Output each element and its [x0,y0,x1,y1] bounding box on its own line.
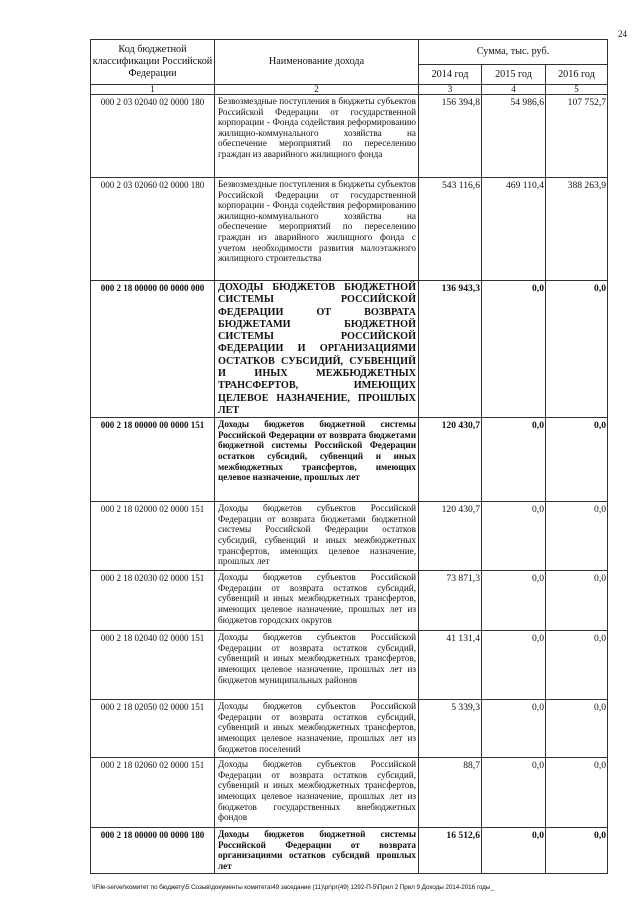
budget-table [90,39,608,874]
row-amount-2015: 0,0 [482,631,546,700]
row-amount-2015: 0,0 [482,418,546,502]
table-row [91,418,608,502]
row-amount-2014: 41 131,4 [419,631,482,700]
header-year-2014: 2014 год [419,65,482,85]
row-code: 000 2 18 00000 00 0000 000 [91,281,215,418]
table-row [91,281,608,418]
table-row [91,571,608,631]
header-sum: Сумма, тыс. руб. [419,40,608,65]
row-amount-2016: 0,0 [546,502,608,571]
table-row [91,631,608,700]
row-name: ДОХОДЫ БЮДЖЕТОВ БЮДЖЕТНОЙ СИСТЕМЫ РОССИЙСКОЙ ФЕДЕРАЦИИ ОТ ВОЗВРАТА БЮДЖЕТАМИ БЮДЖЕТНОЙ СИСТЕМЫ РОССИЙСКОЙ ФЕДЕРАЦИИ И ОРГАНИЗАЦИЯМИ ОСТАТКОВ СУБСИДИЙ, СУБВЕНЦИЙ И ИНЫХ МЕЖБЮДЖЕТНЫХ ТРАНСФЕРТОВ, ИМЕЮЩИХ ЦЕЛЕВОЕ НАЗНАЧЕНИЕ, ПРОШЛЫХ ЛЕТ [215,281,419,418]
column-number: 1 [91,85,215,95]
row-amount-2016: 0,0 [546,758,608,828]
row-amount-2016: 107 752,7 [546,95,608,178]
row-amount-2014: 5 339,3 [419,700,482,758]
row-amount-2016: 0,0 [546,700,608,758]
row-name: Доходы бюджетов субъектов Российской Федерации от возврата остатков субсидий, субвенций и иных межбюджетных трансфертов, имеющих целевое назначение, прошлых лет из бюджетов муниципальных районов [215,631,419,700]
row-amount-2016: 0,0 [546,418,608,502]
header-name: Наименование дохода [215,40,419,85]
row-code: 000 2 18 00000 00 0000 151 [91,418,215,502]
file-path-footer: \\File-server\комитет по бюджету\5 Созыв\документы комитета\49 заседание (11)\рг\рг(49) 1292-П-5\Прил 2 Прил 9 Доходы 2014-2016 годы_ [92,884,494,891]
row-amount-2015: 0,0 [482,758,546,828]
row-amount-2014: 16 512,6 [419,828,482,874]
row-code: 000 2 18 02000 02 0000 151 [91,502,215,571]
row-name: Доходы бюджетов субъектов Российской Федерации от возврата бюджетами бюджетной системы Российской Федерации остатков субсидий, субвенций и иных межбюджетных трансфертов, имеющих целевое назначение, прошлых лет [215,502,419,571]
table-row [91,828,608,874]
row-amount-2015: 0,0 [482,281,546,418]
column-number: 5 [546,85,608,95]
row-code: 000 2 18 02040 02 0000 151 [91,631,215,700]
table-row [91,95,608,178]
row-amount-2015: 469 110,4 [482,178,546,281]
column-number-row [91,85,608,95]
header-year-2015: 2015 год [482,65,546,85]
row-amount-2014: 120 430,7 [419,502,482,571]
row-name: Доходы бюджетов субъектов Российской Федерации от возврата остатков субсидий, субвенций и иных межбюджетных трансфертов, имеющих целевое назначение, прошлых лет из бюджетов поселений [215,700,419,758]
row-amount-2016: 0,0 [546,571,608,631]
row-name: Безвозмездные поступления в бюджеты субъектов Российской Федерации от государственной корпорации - Фонда содействия реформированию жилищно-коммунального хозяйства на обеспечение мероприятий по переселению граждан из аварийного жилищного фонда с учетом необходимости развития малоэтажного жилищного строительства [215,178,419,281]
row-name: Доходы бюджетов субъектов Российской Федерации от возврата остатков субсидий, субвенций и иных межбюджетных трансфертов, имеющих целевое назначение, прошлых лет из бюджетов городских округов [215,571,419,631]
column-number: 2 [215,85,419,95]
row-code: 000 2 18 02060 02 0000 151 [91,758,215,828]
row-amount-2014: 73 871,3 [419,571,482,631]
table-row [91,700,608,758]
row-amount-2015: 0,0 [482,502,546,571]
row-amount-2016: 0,0 [546,828,608,874]
row-amount-2014: 88,7 [419,758,482,828]
page-number: 24 [618,29,627,39]
row-amount-2015: 0,0 [482,828,546,874]
row-amount-2016: 0,0 [546,631,608,700]
row-name: Безвозмездные поступления в бюджеты субъектов Российской Федерации от государственной корпорации - Фонда содействия реформированию жилищно-коммунального хозяйства на обеспечение мероприятий по переселению граждан из аварийного жилищного фонда [215,95,419,178]
row-code: 000 2 18 02030 02 0000 151 [91,571,215,631]
row-amount-2014: 543 116,6 [419,178,482,281]
row-amount-2015: 54 986,6 [482,95,546,178]
table-row [91,502,608,571]
row-amount-2014: 156 394,8 [419,95,482,178]
table-row [91,178,608,281]
row-amount-2015: 0,0 [482,571,546,631]
row-code: 000 2 03 02060 02 0000 180 [91,178,215,281]
table-row [91,758,608,828]
row-amount-2014: 120 430,7 [419,418,482,502]
header-code: Код бюджетной классификации Российской Федерации [91,40,215,85]
row-amount-2015: 0,0 [482,700,546,758]
row-amount-2016: 0,0 [546,281,608,418]
row-amount-2016: 388 263,9 [546,178,608,281]
row-amount-2014: 136 943,3 [419,281,482,418]
row-code: 000 2 03 02040 02 0000 180 [91,95,215,178]
column-number: 4 [482,85,546,95]
row-code: 000 2 18 00000 00 0000 180 [91,828,215,874]
row-code: 000 2 18 02050 02 0000 151 [91,700,215,758]
header-year-2016: 2016 год [546,65,608,85]
row-name: Доходы бюджетов бюджетной системы Российской Федерации от возврата бюджетами бюджетной системы Российской Федерации остатков субсидий, субвенций и иных межбюджетных трансфертов, имеющих целевое назначение, прошлых лет [215,418,419,502]
row-name: Доходы бюджетов бюджетной системы Российской Федерации от возврата организациями остатков субсидий прошлых лет [215,828,419,874]
column-number: 3 [419,85,482,95]
row-name: Доходы бюджетов субъектов Российской Федерации от возврата остатков субсидий, субвенций и иных межбюджетных трансфертов, имеющих целевое назначение, прошлых лет из бюджетов государственных внебюджетных фондов [215,758,419,828]
